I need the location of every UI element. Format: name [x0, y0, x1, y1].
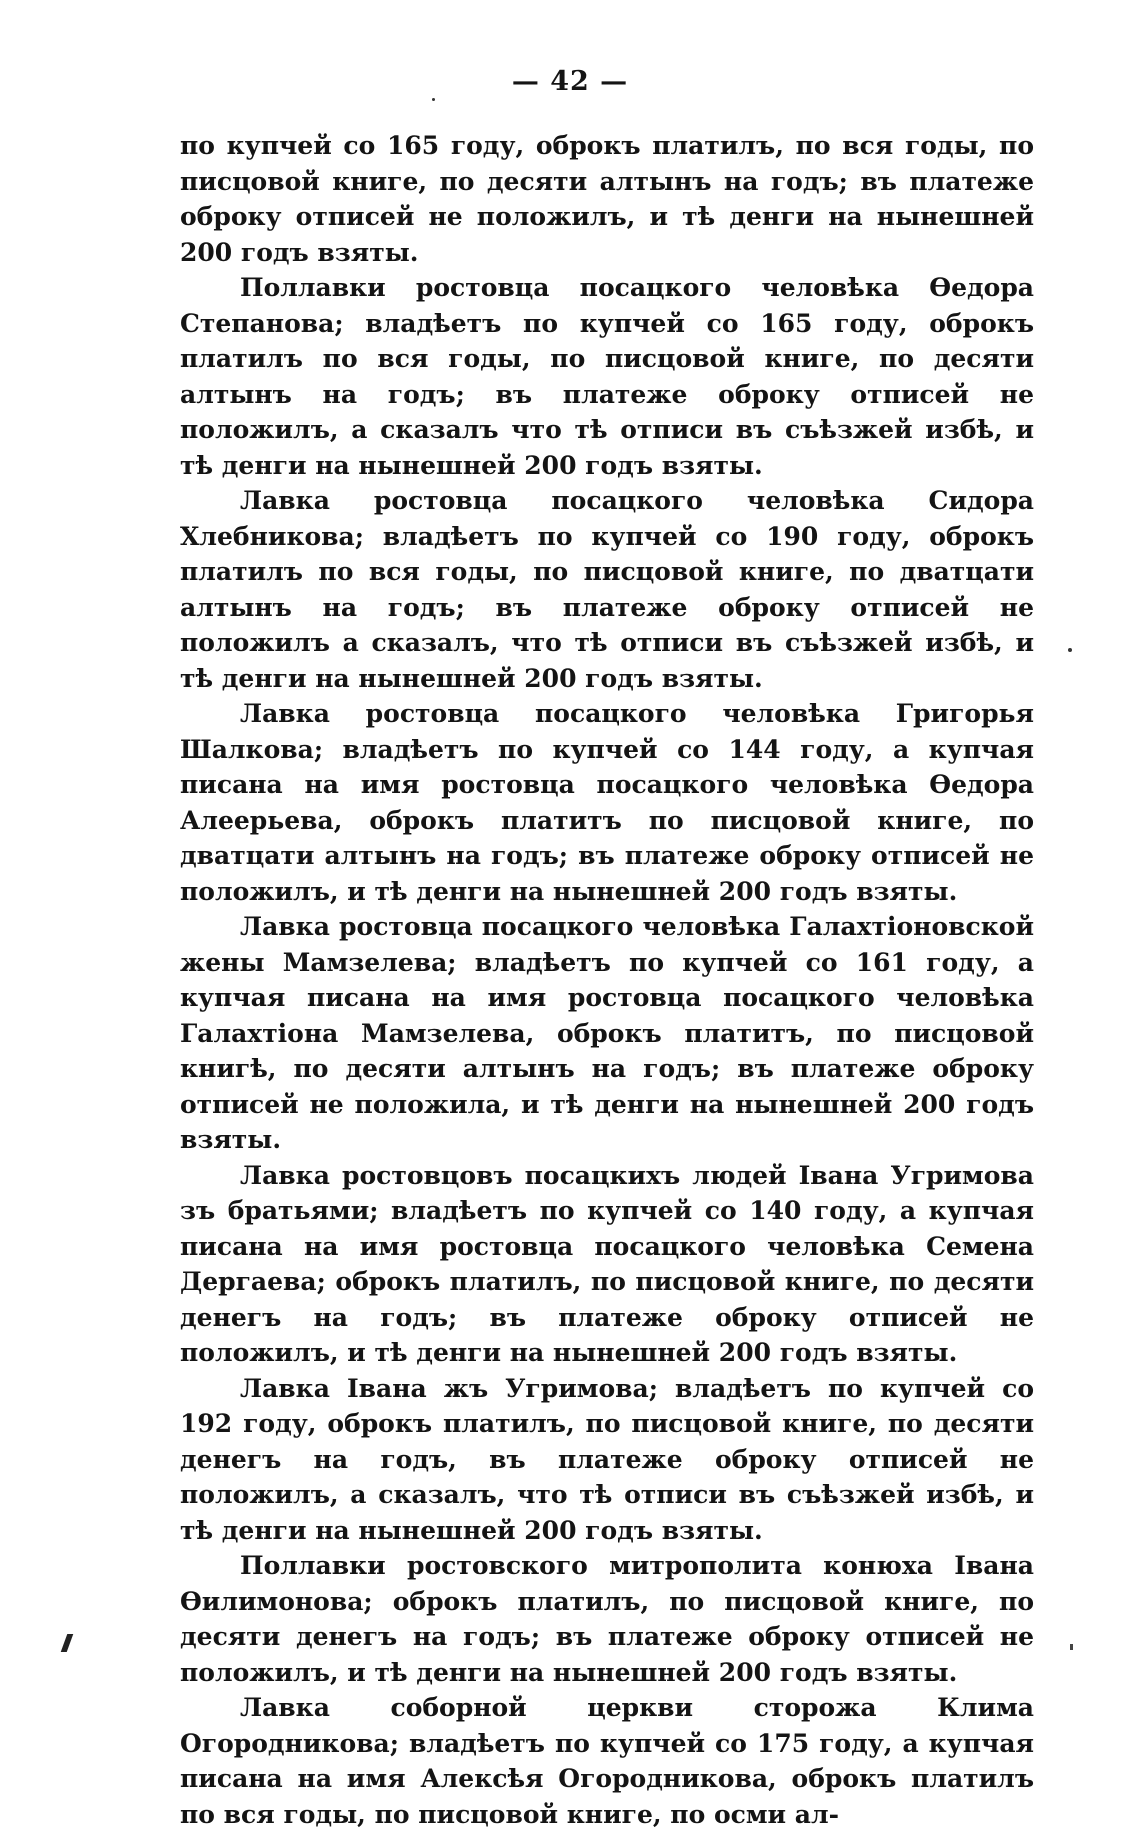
paragraph: по купчей со 165 году, оброкъ платилъ, по вся годы, по писцовой книге, по десяти алтынъ на годъ; въ платеже оброку отписей не положилъ, и тѣ денги на нынешней 200 годъ взяты.: [180, 131, 1034, 267]
scan-speck: [1070, 1644, 1073, 1650]
paragraph: Лавка ростовца посацкого человѣка Галахтіоновской жены Мамзелева; владѣетъ по купчей со 161 году, а купчая писана на имя ростовца посацкого человѣка Галахтіона Мамзелева, оброкъ платитъ, по писцовой книгѣ, по десяти алтынъ на годъ; въ платеже оброку отписей не положила, и тѣ денги на нынешней 200 годъ взяты.: [180, 912, 1034, 1154]
body-text: [180, 128, 1034, 1832]
scan-speck: [61, 1634, 74, 1652]
paragraph: Лавка ростовцовъ посацкихъ людей Івана Угримова зъ братьями; владѣетъ по купчей со 140 году, а купчая писана на имя ростовца посацкого человѣка Семена Дергаева; оброкъ платилъ, по писцовой книге, по десяти денегъ на годъ; въ платеже оброку отписей не положилъ, и тѣ денги на нынешней 200 годъ взяты.: [180, 1160, 1034, 1367]
scan-speck: [432, 98, 435, 101]
paragraph: Лавка ростовца посацкого человѣка Сидора Хлебникова; владѣетъ по купчей со 190 году, оброкъ платилъ по вся годы, по писцовой книге, по дватцати алтынъ на годъ; въ платеже оброку отписей не положилъ а сказалъ, что тѣ отписи въ съѣзжей избѣ, и тѣ денги на нынешней 200 годъ взяты.: [180, 486, 1034, 693]
paragraph: Лавка Івана жъ Угримова; владѣетъ по купчей со 192 году, оброкъ платилъ, по писцовой книге, по десяти денегъ на годъ, въ платеже оброку отписей не положилъ, а сказалъ, что тѣ отписи въ съѣзжей избѣ, и тѣ денги на нынешней 200 годъ взяты.: [180, 1373, 1034, 1545]
page-number: — 42 —: [511, 66, 629, 97]
paragraph: Поллавки ростовца посацкого человѣка Ѳедора Степанова; владѣетъ по купчей со 165 году, оброкъ платилъ по вся годы, по писцовой книге, по десяти алтынъ на годъ; въ платеже оброку отписей не положилъ, а сказалъ что тѣ отписи въ съѣзжей избѣ, и тѣ денги на нынешней 200 годъ взяты.: [180, 273, 1034, 480]
paragraph: Лавка соборной церкви сторожа Клима Огородникова; владѣетъ по купчей со 175 году, а купчая писана на имя Алексѣя Огородникова, оброкъ платилъ по вся годы, по писцовой книге, по осми ал-: [180, 1693, 1034, 1829]
paragraph: Поллавки ростовского митрополита конюха Івана Ѳилимонова; оброкъ платилъ, по писцовой книге, по десяти денегъ на годъ; въ платеже оброку отписей не положилъ, и тѣ денги на нынешней 200 годъ взяты.: [180, 1551, 1034, 1687]
scan-speck: [1068, 648, 1072, 652]
paragraph: Лавка ростовца посацкого человѣка Григорья Шалкова; владѣетъ по купчей со 144 году, а купчая писана на имя ростовца посацкого человѣка Ѳедора Алеерьева, оброкъ платитъ по писцовой книге, по дватцати алтынъ на годъ; въ платеже оброку отписей не положилъ, и тѣ денги на нынешней 200 годъ взяты.: [180, 699, 1034, 906]
